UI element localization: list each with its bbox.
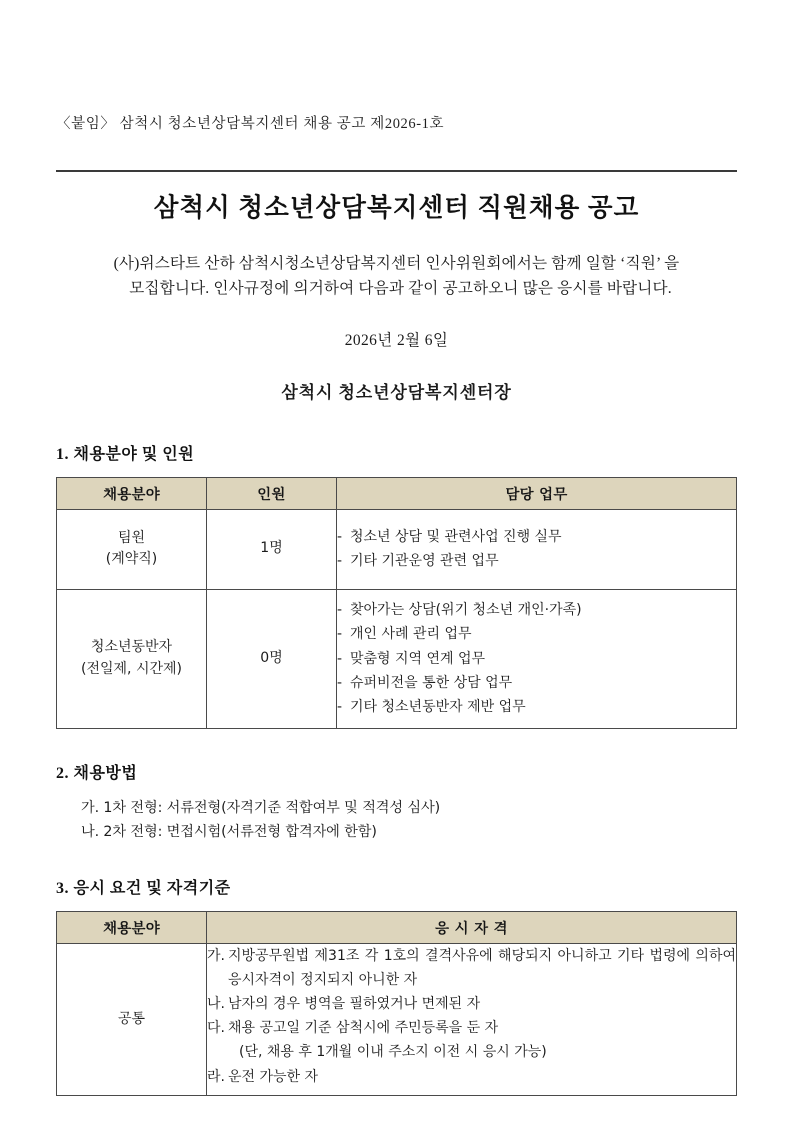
- table-row: [57, 589, 737, 728]
- duty-item: [337, 671, 736, 695]
- recruitment-fields-table: [56, 477, 737, 729]
- duty-item: [337, 598, 736, 622]
- duty-text: 개인 사례 관리 업무: [350, 626, 472, 643]
- cell-headcount: 1명: [207, 509, 337, 589]
- cell-eligibility: [207, 944, 737, 1096]
- qualification-marker: 가.: [207, 948, 225, 965]
- field-name: 팀원: [117, 529, 146, 546]
- duty-text: 청소년 상담 및 관련사업 진행 실무: [350, 529, 562, 546]
- table-row: [57, 944, 737, 1096]
- duty-item: [337, 695, 736, 719]
- duty-item: [337, 622, 736, 646]
- column-header-count: 인원: [207, 477, 337, 509]
- list-item: 가. 1차 전형: 서류전형(자격기준 적합여부 및 적격성 심사): [81, 800, 441, 817]
- eligibility-table: [56, 911, 737, 1096]
- qualification-text: 채용 공고일 기준 삼척시에 주민등록을 둔 자: [228, 1020, 499, 1037]
- table-header-row: [57, 477, 737, 509]
- table-header-row: [57, 912, 737, 944]
- qualification-marker: 나.: [207, 996, 225, 1013]
- duty-text: 기타 기관운영 관련 업무: [350, 553, 499, 570]
- table-row: [57, 509, 737, 589]
- title-divider-rule: [56, 170, 737, 172]
- section-2-heading: 2. 채용방법: [56, 764, 138, 782]
- dash-bullet-icon: -: [337, 699, 343, 716]
- section-1-heading: 1. 채용분야 및 인원: [56, 445, 195, 463]
- intro-line-1: (사)위스타트 산하 삼척시청소년상담복지센터 인사위원회에서는 함께 일할 ‘직원’ 을: [113, 255, 680, 272]
- list-item: 나. 2차 전형: 면접시험(서류전형 합격자에 한함): [81, 824, 377, 841]
- qualification-text: 지방공무원법 제31조 각 1호의 결격사유에 해당되지 아니하고 기타 법령에 의하여 응시자격이 정지되지 아니한 자: [228, 948, 736, 989]
- field-employment-type: (전일제, 시간제): [81, 660, 182, 677]
- column-header-field: 채용분야: [57, 477, 207, 509]
- qualification-item: [207, 1016, 736, 1040]
- duty-text: 맞춤형 지역 연계 업무: [350, 650, 486, 667]
- field-name: 청소년동반자: [90, 639, 173, 656]
- qualification-item: [207, 1065, 736, 1089]
- intro-line-2: 모집합니다. 인사규정에 의거하여 다음과 같이 공고하오니 많은 응시를 바랍니다.: [129, 280, 672, 298]
- duty-item: [337, 549, 736, 573]
- field-employment-type: (계약직): [105, 551, 158, 568]
- dash-bullet-icon: -: [337, 602, 343, 619]
- page-title: 삼척시 청소년상담복지센터 직원채용 공고: [153, 193, 640, 222]
- cell-headcount: 0명: [207, 589, 337, 728]
- cell-field: [57, 509, 207, 589]
- qualification-item: [207, 944, 736, 992]
- column-header-duties: 담당 업무: [337, 477, 737, 509]
- duty-text: 찾아가는 상담(위기 청소년 개인·가족): [350, 602, 582, 619]
- column-header-field: 채용분야: [57, 912, 207, 944]
- cell-field: [57, 589, 207, 728]
- qualification-marker: 다.: [207, 1020, 225, 1037]
- recruitment-method-list: [56, 796, 737, 845]
- duty-item: [337, 525, 736, 549]
- announcement-date: 2026년 2월 6일: [344, 331, 449, 349]
- duty-item: [337, 647, 736, 671]
- cell-field: 공통: [57, 944, 207, 1096]
- attachment-reference-line: 〈붙임〉 삼척시 청소년상담복지센터 채용 공고 제2026-1호: [56, 116, 445, 132]
- section-3-heading: 3. 응시 요건 및 자격기준: [56, 879, 231, 897]
- duty-text: 슈퍼비전을 통한 상담 업무: [350, 674, 513, 691]
- cell-duties: [337, 589, 737, 728]
- dash-bullet-icon: -: [337, 553, 343, 570]
- column-header-eligibility: 응 시 자 격: [207, 912, 737, 944]
- intro-paragraph: [56, 251, 737, 302]
- cell-duties: [337, 509, 737, 589]
- dash-bullet-icon: -: [337, 529, 343, 546]
- qualification-item: [207, 992, 736, 1016]
- issuing-authority: 삼척시 청소년상담복지센터장: [281, 382, 512, 402]
- qualification-text: 운전 가능한 자: [228, 1068, 319, 1085]
- qualification-text: 남자의 경우 병역을 필하였거나 면제된 자: [228, 996, 481, 1013]
- dash-bullet-icon: -: [337, 626, 343, 643]
- qualification-note: (단, 채용 후 1개월 이내 주소지 이전 시 응시 가능): [239, 1044, 547, 1061]
- dash-bullet-icon: -: [337, 650, 343, 667]
- duty-text: 기타 청소년동반자 제반 업무: [350, 699, 526, 716]
- qualification-marker: 라.: [207, 1068, 225, 1085]
- dash-bullet-icon: -: [337, 674, 343, 691]
